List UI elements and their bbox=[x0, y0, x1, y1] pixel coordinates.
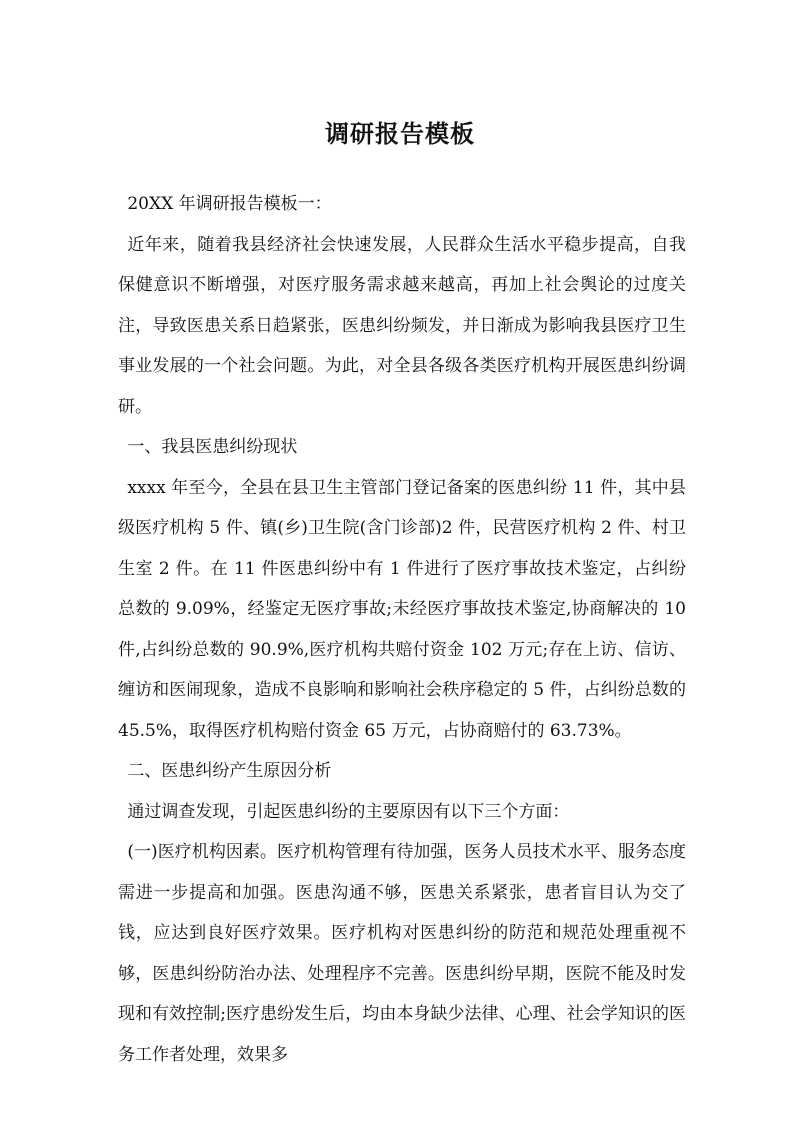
section-heading-2: 二、医患纠纷产生原因分析 bbox=[127, 761, 332, 781]
intro-line: 20XX 年调研报告模板一： bbox=[127, 194, 332, 214]
paragraph-analysis-intro: 通过调查发现，引起医患纠纷的主要原因有以下三个方面： bbox=[127, 801, 570, 822]
paragraph-medical-factors: (一)医疗机构因素。医疗机构管理有待加强，医务人员技术水平、服务态度需进一步提高和加强。医患沟通不够，医患关系紧张，患者盲目认为交了钱，应达到良好医疗效果。医疗机构对医患纠纷的防范和规范处理重视不够，医患纠纷防治办法、处理程序不完善。医患纠纷早期，医院不能及时发现和有效控制;医疗患纷发生后，均由本身缺少法律、心理、社会学知识的医务工作者处理，效果多 bbox=[118, 842, 686, 1065]
document-body bbox=[118, 184, 686, 1075]
paragraph-status: xxxx 年至今，全县在县卫生主管部门登记备案的医患纠纷 11 件，其中县级医疗机构 5 件、镇(乡)卫生院(含门诊部)2 件，民营医疗机构 2 件、村卫生室 2 件。在 11 件医患纠纷中有 1 件进行了医疗事故技术鉴定，占纠纷总数的 9.09%，经鉴定无医疗事故;未经医疗事故技术鉴定,协商解决的 10 件,占纠纷总数的 90.9%,医疗机构共赔付资金 102 万元;存在上访、信访、缠访和医闹现象，造成不良影响和影响社会秩序稳定的 5 件，占纠纷总数的 45.5%，取得医疗机构赔付资金 65 万元，占协商赔付的 63.73%。 bbox=[118, 477, 686, 741]
section-heading-1: 一、我县医患纠纷现状 bbox=[127, 437, 298, 457]
page-title: 调研报告模板 bbox=[325, 119, 475, 149]
paragraph-background: 近年来，随着我县经济社会快速发展，人民群众生活水平稳步提高，自我保健意识不断增强，对医疗服务需求越来越高，再加上社会舆论的过度关注，导致医患关系日趋紧张，医患纠纷频发，并日渐成为影响我县医疗卫生事业发展的一个社会问题。为此，对全县各级各类医疗机构开展医患纠纷调研。 bbox=[118, 234, 686, 417]
